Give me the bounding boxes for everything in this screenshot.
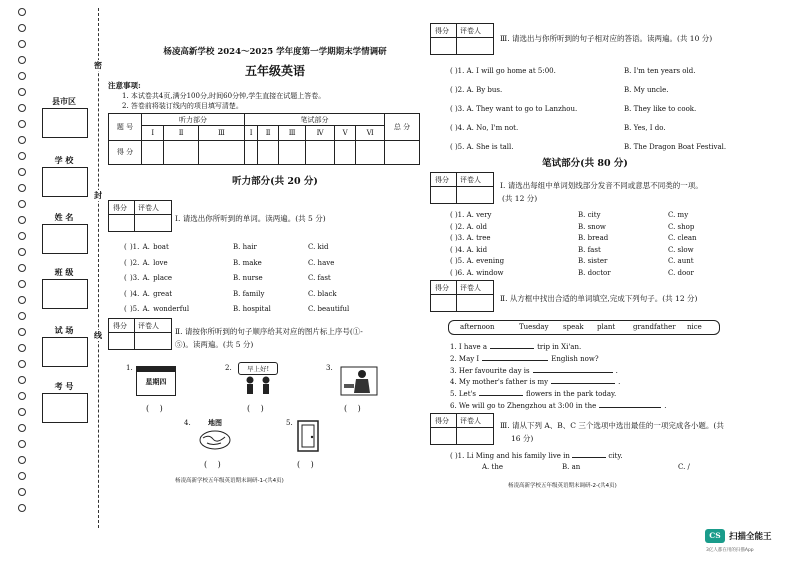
writing-q3-title-2: 16 分) xyxy=(511,434,534,443)
scorer-box-l2 xyxy=(108,318,172,350)
word-bank-word: grandfather xyxy=(633,323,676,331)
binding-hole xyxy=(18,472,26,480)
option-c: C. clean xyxy=(668,234,697,242)
option-b: B. snow xyxy=(578,222,606,231)
sentence-start: 4. My mother's father is my xyxy=(450,378,549,387)
label-class: 班 级 xyxy=(54,267,74,277)
map-picture xyxy=(195,418,235,450)
sentence xyxy=(450,343,581,351)
label-county: 县市区 xyxy=(52,96,76,106)
answer-item: ( )2. A. old xyxy=(450,222,488,231)
globe-icon xyxy=(195,428,235,450)
scorer-box-w3 xyxy=(430,413,494,445)
listening-q3-title: Ⅲ. 请选出与你所听到的句子相对应的答语。读两遍。(共 10 分) xyxy=(500,34,713,43)
label-school: 学 校 xyxy=(54,155,74,165)
blank[interactable] xyxy=(490,348,534,349)
pingjuan-label: 评卷人 xyxy=(460,284,481,292)
score-table-col-6: Ⅲ xyxy=(278,126,306,140)
field-name[interactable] xyxy=(42,224,88,254)
option-c: C. aunt xyxy=(668,257,694,265)
camscanner-sub: 3亿人都在用的扫描App xyxy=(706,548,754,553)
binding-hole xyxy=(18,104,26,112)
answer-item: ( )1. A. very xyxy=(450,211,492,219)
blank[interactable] xyxy=(599,407,661,408)
score-table-col-4: Ⅰ xyxy=(245,126,258,140)
writing-q3-opt-c: C. / xyxy=(678,463,690,471)
binding-hole xyxy=(18,360,26,368)
score-table-col-9: Ⅵ xyxy=(356,126,385,140)
binding-hole xyxy=(18,88,26,96)
option-b: B. I'm ten years old. xyxy=(624,67,696,75)
option-b: B. hair xyxy=(233,243,257,251)
option-b: B. bread xyxy=(578,234,609,242)
binding-hole xyxy=(18,424,26,432)
option-b: B. family xyxy=(233,289,265,298)
binding-hole xyxy=(18,232,26,240)
binding-hole xyxy=(18,168,26,176)
writing-q3-row1-text: ( )1. Li Ming and his family live in xyxy=(450,452,570,460)
sentence xyxy=(450,402,666,410)
pic-paren-4: ( ) xyxy=(204,460,221,469)
writing-q3-opt-a: A. the xyxy=(482,463,503,471)
score-table-col-5: Ⅱ xyxy=(258,126,278,140)
score-table-col-8: Ⅴ xyxy=(334,126,356,140)
binding-hole xyxy=(18,344,26,352)
pic-num-5: 5. xyxy=(286,419,293,427)
listening-q1-title: Ⅰ. 请选出你所听到的单词。读两遍。(共 5 分) xyxy=(175,214,326,223)
greeting-picture xyxy=(238,362,278,396)
writing-q3-title-1: Ⅲ. 请从下列 A、B、C 三个选项中选出最佳的一项完成各小题。(共 xyxy=(500,421,724,430)
defen-label: 得分 xyxy=(113,322,127,330)
pic-num-3: 3. xyxy=(326,364,333,372)
word-bank-word: afternoon xyxy=(460,323,495,331)
option-b: B. city xyxy=(578,211,601,219)
pic-paren-1: ( ) xyxy=(146,404,163,413)
score-table-tihao: 题 号 xyxy=(109,114,142,141)
answer-item: ( )4. A. great xyxy=(124,289,173,298)
writing-q1-title-2: (共 12 分) xyxy=(502,194,538,203)
door-picture xyxy=(297,420,319,452)
pic-paren-2: ( ) xyxy=(247,404,264,413)
writing-heading: 笔试部分(共 80 分) xyxy=(542,158,628,169)
score-table-col-3: Ⅲ xyxy=(198,126,244,140)
answer-item: ( )4. A. kid xyxy=(450,245,488,254)
option-b: B. fast xyxy=(578,245,601,254)
option-c: C. beautiful xyxy=(308,305,350,313)
answer-item: ( )4. A. No, I'm not. xyxy=(450,124,519,132)
score-table xyxy=(108,113,420,165)
defen-label: 得分 xyxy=(435,417,449,425)
sentence xyxy=(450,378,620,386)
seal-char-mi: 密 xyxy=(94,60,102,70)
binding-hole xyxy=(18,504,26,512)
score-cell[interactable] xyxy=(306,140,334,165)
pic-num-4: 4. xyxy=(184,419,191,427)
answer-item: ( )1. A. boat xyxy=(124,243,169,251)
sentence xyxy=(450,355,599,363)
writing-q3-row1 xyxy=(450,452,623,460)
footer-left: 杨凌高新学校五年级英语期末调研-1-(共4页) xyxy=(175,478,284,484)
footer-right: 杨凌高新学校五年级英语期末调研-2-(共4页) xyxy=(508,483,617,489)
score-table-writing: 笔试部分 xyxy=(245,114,385,126)
score-table-listening: 听力部分 xyxy=(142,114,245,126)
option-b: B. Yes, I do. xyxy=(624,124,666,132)
sentence-end: . xyxy=(664,402,667,410)
people-icon xyxy=(238,375,278,395)
option-c: C. my xyxy=(668,211,689,219)
blank[interactable] xyxy=(533,372,613,373)
word-bank-word: speak xyxy=(563,323,584,331)
pingjuan-label: 评卷人 xyxy=(460,176,481,184)
word-bank-word: nice xyxy=(687,323,702,331)
option-b: B. The Dragon Boat Festival. xyxy=(624,143,727,151)
answer-item: ( )3. A. They want to go to Lanzhou. xyxy=(450,105,578,113)
binding-hole xyxy=(18,408,26,416)
note-1: 1. 本试卷共4页,满分100分,时间60分钟,学生直接在试题上答卷。 xyxy=(122,92,326,100)
pic-paren-3: ( ) xyxy=(344,404,361,413)
option-c: C. kid xyxy=(308,243,329,251)
binding-hole xyxy=(18,56,26,64)
option-c: C. shop xyxy=(668,222,695,231)
scorer-box-w1 xyxy=(430,172,494,204)
binding-hole xyxy=(18,392,26,400)
blank[interactable] xyxy=(572,457,606,458)
score-cell[interactable] xyxy=(142,140,164,165)
score-cell[interactable] xyxy=(356,140,385,165)
field-class[interactable] xyxy=(42,279,88,309)
field-county[interactable] xyxy=(42,108,88,138)
writing-q1-title-1: Ⅰ. 请选出每组中单词划线部分发音不同或意思不同类的一项。 xyxy=(500,181,703,190)
binding-hole xyxy=(18,184,26,192)
sentence-end: . xyxy=(615,366,618,375)
option-c: C. slow xyxy=(668,245,694,254)
seal-line xyxy=(98,8,99,528)
binding-hole xyxy=(18,120,26,128)
binding-hole xyxy=(18,24,26,32)
option-b: B. My uncle. xyxy=(624,86,669,94)
binding-hole xyxy=(18,136,26,144)
binding-hole xyxy=(18,296,26,304)
answer-item: ( )2. A. By bus. xyxy=(450,86,503,94)
map-text: 地图 xyxy=(208,418,222,427)
score-cell-total[interactable] xyxy=(385,140,420,165)
option-b: B. doctor xyxy=(578,268,611,277)
defen-label: 得分 xyxy=(435,27,449,35)
answer-item: ( )1. A. I will go home at 5:00. xyxy=(450,67,556,75)
option-b: B. nurse xyxy=(233,274,263,282)
score-table-total: 总 分 xyxy=(385,114,420,141)
pingjuan-label: 评卷人 xyxy=(138,204,159,212)
option-b: B. They like to cook. xyxy=(624,105,697,113)
binding-hole xyxy=(18,8,26,16)
binding-hole xyxy=(18,328,26,336)
camscanner-title: 扫描全能王 xyxy=(729,532,772,542)
greeting-text: 早上好! xyxy=(246,365,270,373)
word-bank-word: plant xyxy=(597,323,616,331)
answer-item: ( )6. A. window xyxy=(450,268,504,277)
pingjuan-label: 评卷人 xyxy=(460,417,481,425)
field-room[interactable] xyxy=(42,337,88,367)
label-name: 姓 名 xyxy=(54,212,74,222)
option-b: B. hospital xyxy=(233,305,271,313)
score-table-defen: 得 分 xyxy=(109,140,142,165)
score-cell[interactable] xyxy=(334,140,356,165)
binding-hole xyxy=(18,152,26,160)
writing-q3-row1-end: city. xyxy=(608,452,623,460)
blank[interactable] xyxy=(482,360,548,361)
sentence-start: 5. Let's xyxy=(450,390,477,399)
note-2: 2. 答卷前将装订线内的项目填写清楚。 xyxy=(122,102,243,110)
answer-item: ( )2. A. love xyxy=(124,258,168,267)
pic-paren-5: ( ) xyxy=(297,460,314,469)
answer-item: ( )5. A. She is tall. xyxy=(450,143,514,151)
listening-q2-title-2: ⑤)。读两遍。(共 5 分) xyxy=(175,340,254,349)
listening-q2-title-1: Ⅱ. 请按你所听到的句子顺序给其对应的图片标上序号(①- xyxy=(175,327,363,336)
pic-num-1: 1. xyxy=(126,364,133,372)
score-cell[interactable] xyxy=(164,140,198,165)
scorer-box-w2 xyxy=(430,280,494,312)
binding-hole xyxy=(18,216,26,224)
score-table-col-2: Ⅱ xyxy=(164,126,198,140)
pingjuan-label: 评卷人 xyxy=(460,27,481,35)
binding-hole xyxy=(18,264,26,272)
binding-hole xyxy=(18,440,26,448)
score-table-col-7: Ⅳ xyxy=(306,126,334,140)
answer-item: ( )3. A. tree xyxy=(450,234,491,242)
cooking-picture xyxy=(340,366,378,396)
calendar-text: 星期四 xyxy=(145,377,167,386)
binding-hole xyxy=(18,376,26,384)
label-room: 试 场 xyxy=(54,325,74,335)
option-c: C. door xyxy=(668,268,694,277)
binding-hole xyxy=(18,72,26,80)
option-c: C. black xyxy=(308,289,337,298)
seal-char-xian: 线 xyxy=(94,330,102,340)
writing-q3-opt-b: B. an xyxy=(562,463,581,471)
score-cell[interactable] xyxy=(278,140,306,165)
binding-hole xyxy=(18,200,26,208)
speech-bubble xyxy=(238,362,278,375)
binding-hole xyxy=(18,456,26,464)
option-b: B. make xyxy=(233,258,262,267)
answer-item: ( )5. A. wonderful xyxy=(124,305,190,313)
camscanner-icon: CS xyxy=(705,529,725,543)
scorer-box-l1 xyxy=(108,200,172,232)
option-c: C. fast xyxy=(308,274,331,282)
defen-label: 得分 xyxy=(435,284,449,292)
notes-title: 注意事项: xyxy=(108,81,141,90)
sentence-start: 1. I have a xyxy=(450,343,488,351)
score-table-col-1: Ⅰ xyxy=(142,126,164,140)
seal-char-feng: 封 xyxy=(94,190,102,200)
sentence-end: flowers in the park today. xyxy=(526,390,617,399)
listening-heading: 听力部分(共 20 分) xyxy=(232,176,318,187)
sentence-end: . xyxy=(618,378,621,387)
sentence-end: trip in Xi'an. xyxy=(537,343,582,351)
sentence xyxy=(450,390,616,398)
sentence-end: English now? xyxy=(551,354,599,363)
defen-label: 得分 xyxy=(435,176,449,184)
answer-item: ( )3. A. place xyxy=(124,274,173,282)
word-bank-word: Tuesday xyxy=(519,323,549,331)
option-c: C. have xyxy=(308,258,335,267)
binding-hole xyxy=(18,248,26,256)
sentence xyxy=(450,367,618,375)
binding-hole xyxy=(18,488,26,496)
calendar-picture xyxy=(136,366,176,396)
binding-hole xyxy=(18,280,26,288)
binding-hole xyxy=(18,40,26,48)
score-cell[interactable] xyxy=(245,140,258,165)
label-id: 考 号 xyxy=(54,381,74,391)
exam-title: 杨凌高新学校 2024～2025 学年度第一学期期末学情调研 xyxy=(163,47,387,57)
exam-subject: 五年级英语 xyxy=(244,64,305,78)
score-cell[interactable] xyxy=(198,140,244,165)
sentence-start: 3. Her favourite day is xyxy=(450,366,530,375)
blank[interactable] xyxy=(551,383,615,384)
pingjuan-label: 评卷人 xyxy=(138,322,159,330)
blank[interactable] xyxy=(479,395,523,396)
sentence-start: 6. We will go to Zhengzhou at 3:00 in the xyxy=(450,402,597,410)
score-cell[interactable] xyxy=(258,140,278,165)
scorer-box-l3 xyxy=(430,23,494,55)
answer-item: ( )5. A. evening xyxy=(450,257,505,265)
binding-hole xyxy=(18,312,26,320)
writing-q2-title: Ⅱ. 从方框中找出合适的单词填空,完成下列句子。(共 12 分) xyxy=(500,294,698,303)
sentence-start: 2. May I xyxy=(450,354,480,363)
field-school[interactable] xyxy=(42,167,88,197)
pic-num-2: 2. xyxy=(225,364,232,372)
option-b: B. sister xyxy=(578,257,608,265)
defen-label: 得分 xyxy=(113,204,127,212)
field-id[interactable] xyxy=(42,393,88,423)
